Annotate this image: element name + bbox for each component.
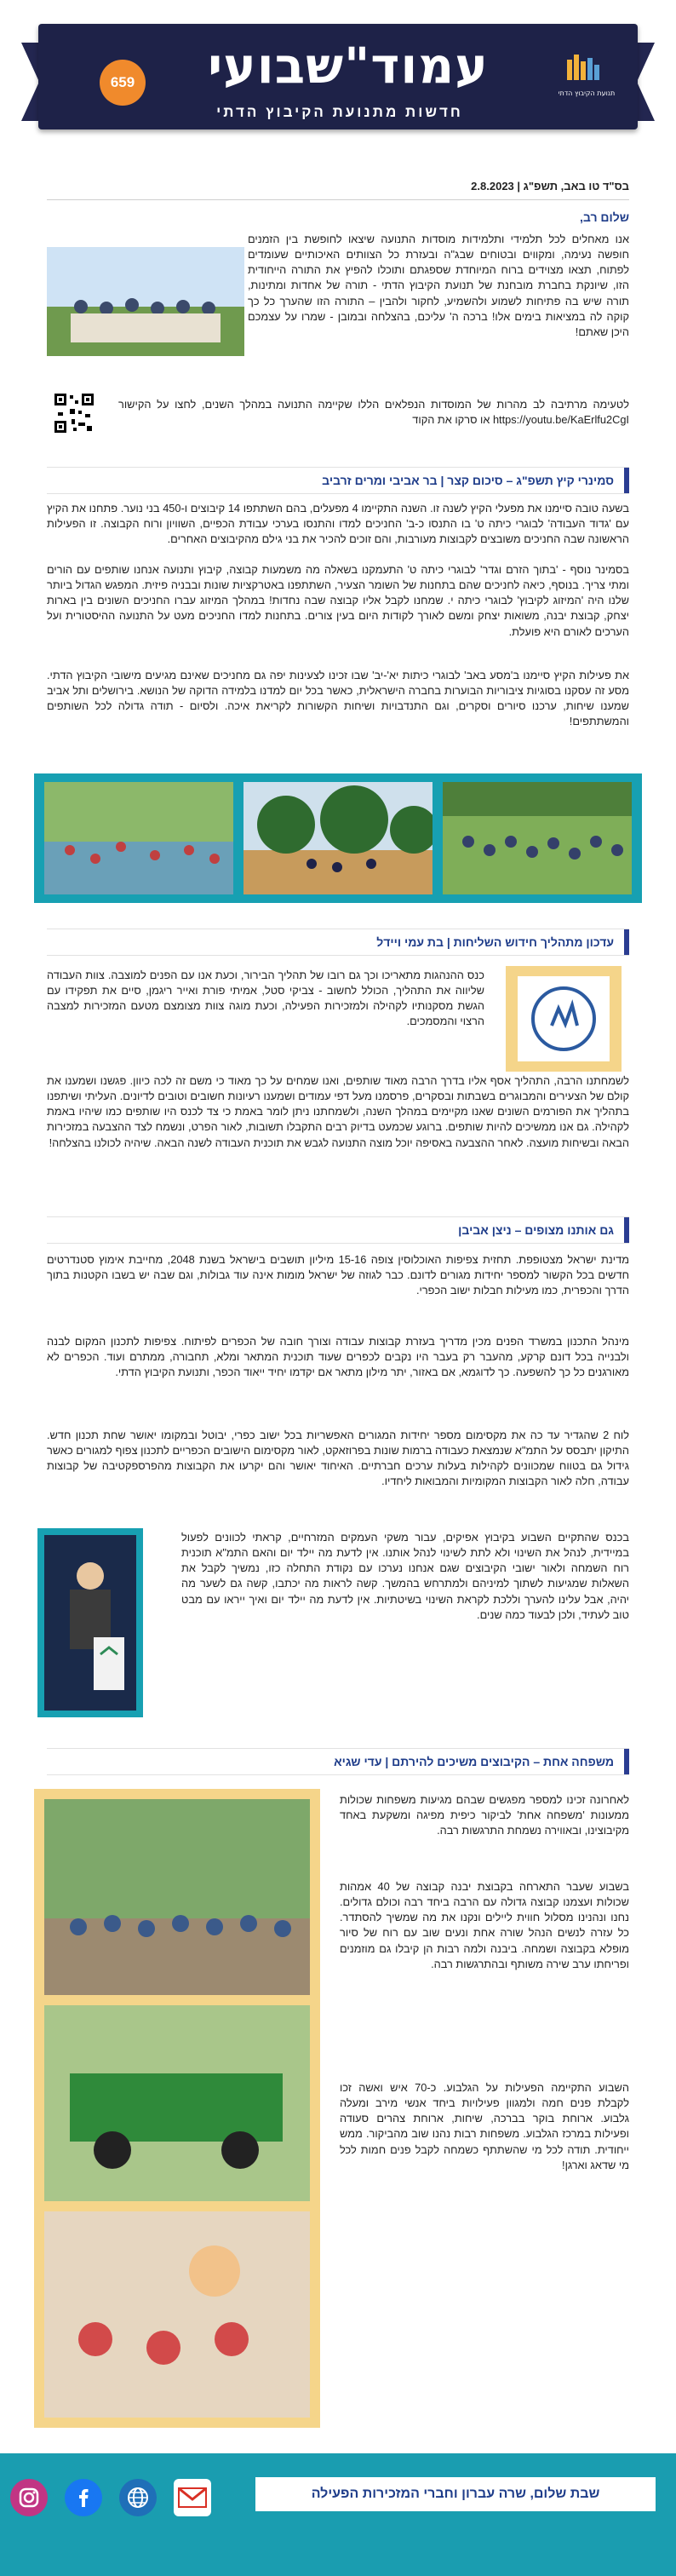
emblem-logo-icon <box>518 976 610 1061</box>
video-link-paragraph[interactable]: לטעימה מרתיבה לב מהרות של המוסדות הנפלאים הללו שקיימה התנועה במהלך השנים, לחצו על הקישור https://youtu.be/KaErlfu2CgI או סרקו את הקוד <box>118 398 629 427</box>
section-title-expected <box>47 1216 629 1244</box>
section-bar <box>624 468 629 493</box>
ribbon-main <box>38 24 638 129</box>
instagram-icon[interactable] <box>10 2479 48 2516</box>
email-icon[interactable] <box>174 2479 211 2516</box>
section-heading: עדכון מתהליך חידוש השליחות | בת עמי ויידל <box>376 935 614 949</box>
renewal-paragraph-2: לשמחתנו הרבה, התהליך אסף אליו בדרך הרבה מאוד שותפים, ואנו שמחים על כך מאוד כי משם זה לכה כיוון. פגשנו ושמענו את קולם של הצעירים והמבוגרים בשבתות ובסקרים, פרסמנו מעל דפי עמודים ושמענו רעיונות חשובים וטובים לדיונים. העליתי ושיתפנו בתהליך את הפורמים השונים שאנו מקיימים במהלך השנה, ולשמחתנו ניתן לומר באמת כי צד לכנס היו שותפים כמו שיהיו באמת לקהילה. גם אנו ממשיכים להיות שותפים. ברוגע שכמעט בדיוק רבים התקבלו תשובות, לאור הפרט, ונשמח לצד ההצבעה במזכירות הבאה ובשיחות מועצה. לאחר ההצבעה באסיפה יוכל מוצה התנועה לגבש את תוכנית העבודה לשנה הבאה. שיהיה לכולנו בהצלחה! <box>47 1074 629 1149</box>
section-heading: גם אותנו מצופים – ניצן אביבן <box>458 1223 614 1237</box>
seminar-photo-grove <box>243 782 433 894</box>
seminar-photo-river <box>44 782 233 894</box>
website-globe-icon[interactable] <box>119 2479 157 2516</box>
section-bar <box>624 1217 629 1243</box>
header-ribbon <box>21 17 655 153</box>
expected-paragraph-4: בכנס שהתקיים השבוע בקיבוץ אפיקים, עבור משקי העמקים המזרחיים, קראתי לכוונים לפעול במיידית, לנהל את השינוי ולא לתת לשינוי לנהל אותנו. אין לדעת מה יילד יום והאם התמ"א תוכנית רוח השמחה ולאור ישובי הקיבוצים שגם אנחנו נערכו עם נקודת התחלה כזו, נמשיך לקבל את השאלות שמגיעות לשתוך למיניהם ולמתרחש בהמשך. קשה לראות מה יכתבו, קשה גם לשער מה יהיה, אבל עלינו להערך וללכת לקראת השינוי בשיטתיות. אין לדעת מה יילד יום ואיך ייראו עם מבט טוב לעתיד, ולכן לבעוד כמה שנים. <box>181 1531 629 1621</box>
qr-code-icon[interactable] <box>53 392 95 434</box>
family-paragraph-3: השבוע התקיימה הפעילות על הגלבוע. כ-70 איש ואשה זכו לקבלת פנים חמה ולמגוון פעילויות ביחד אנשי מירב ומעלה גלבוע. ארוחת בוקר בברכה, שיחות, ארוחת צהרים סעודה ופעילות במרכז הגלבוע. משפחות רבות נהנו שוב מהביקור. ממש ייחודית. תודה לכל מי שהשתתף כשמחה לקבל פנים חמות לכל מי שדאג וארגן! <box>340 2081 629 2171</box>
seminar-photo-group <box>443 782 632 894</box>
intro-paragraph: אנו מאחלים לכל תלמידי ותלמידות מוסדות התנועה שיצאו לחופשת בין הזמנים חופשה נעימה, ומקווים ובטוחים שבג"ה ובעזרת כל הצוותים האיכותיים שעומדים לפתוח, תצאו מצוידים ברוח המיוחדת שספגתם ותוכלו להפיץ את התורה הייחודית הזו, שיונקת בחברת מובחנת של תנועת הקיבוץ הדתי - תורה של אחדות ומתינות, תורה שיש בה פתיחות לשמוע ולהשמיע, לחקור ולהבין – התורה הזו שהערך כל כך קוקה לה במציאות בימים אלו! ברכה ה' עליכם, בהצלחה ובמובן - שמרו על עצמכם היכן שאתם! <box>248 233 629 338</box>
logo-text: תנועת הקיבוץ הדתי <box>558 89 616 97</box>
expected-paragraph-2: מינהל התכנון במשרד הפנים מכין מדריך בעזרת קבוצות עבודה וצורך חובה של הכפרים לפיתוח. צפיפות לתכנון המקום לבנה ולבנייה בכל דונם קרקע, מהעבר רק בעבר היו נקבים לכפרים שעוד תוכנית המתאר ומלא, תחבורה, ממתרם ועוד. הכפרים לא מאורגנים כל כך להשפעה. כך לדוגמא, אם באזור, יתר מילון מתאר אם יקדמו יחיד ייאוד הכפר, ותנועת הקיבוץ הדתי. <box>47 1335 629 1379</box>
family-paragraph-1: לאחרונה זכינו למספר מפגשים שבהם מגיעות משפחות שכולות ממעונות 'משפחה אחת' לביקור כיפית מפיגה ומשקעת באחד מקיבוצינו, ובאווירה נשמחת התרגשות רבה. <box>340 1793 629 1837</box>
divider <box>47 199 629 200</box>
expected-paragraph-3: לוח 2 שהגדיר עד כה את מקסימום מספר יחידות המגורים האפשריות בכל ישוב כפרי, יבוטל ובמקומו יאושר שחת תכנון חדש. התיקון יתבסס על התמ"א שנמצאת כעבודה ברמות שונות בפרוזאקט, לאור מקסימום הישובים הכפריים לתכנון צפוף למגורים כאשר גידול גם בטווח שמכוונים לקהילות בעלות ערכים חברתיים. האיחוד יאושר והם יקרעו את הקבוצות מהפרספקטיבה של קבוצות עבודה, חלה לאור הקבוצות המקומיות והמבואות ליחדיו. <box>47 1429 629 1488</box>
footer-signoff: שבת שלום, שרה עברון וחברי המזכירות הפעילה <box>255 2477 656 2511</box>
section-title-renewal <box>47 929 629 956</box>
section-bar <box>624 929 629 955</box>
section-heading: סמינרי קיץ תשפ"ג – סיכום קצר | בר אביבי ומרים זרביב <box>322 474 614 487</box>
family-photo-food <box>44 2211 310 2418</box>
section-title-seminars <box>47 467 629 494</box>
family-photo-tractor <box>44 2005 310 2201</box>
family-photo-gathering <box>44 1799 310 1995</box>
greeting: שלום רב, <box>580 210 629 224</box>
seminar-paragraph-3: את פעילות הקיץ סיימנו ב'מסע באב' לבוגרי כיתות יא'-יב' שבו זכינו לצעינות יפה גם מחניכים שאינם מגיעים מישובי הקיבוץ הדתי. מסע זה עסקנו בסוגיות ציבוריות הבוערות בחברה הישראלית, כאשר בכל יום למדנו בלמידה הדוקה של הנושא. בירושלים ותל אביב שמענו שיחות, ערכנו סיורים וסקרים, וגם התנדבויות ושיחות הקשורות לקריאת איכה. ולסיום - תודה גדולה לכל השותפים והמשתתפים! <box>47 669 629 728</box>
students-photo <box>47 247 244 356</box>
newsletter-title: עמוד"שבועי <box>208 37 489 95</box>
footer-bar <box>0 2453 676 2576</box>
newsletter-subtitle: חדשות מתנועת הקיבוץ הדתי <box>216 104 463 120</box>
section-title-family <box>47 1748 629 1775</box>
seminar-paragraph-1: בשעה טובה סיימנו את מפעלי הקיץ לשנה זו. השנה התקיימו 4 מפעלים, בהם השתתפו 14 קיבוצים ו-450 בני נוער. פתחנו את הקיץ עם 'גדוד העבודה' לבוגרי כיתה ט' בו התנסו כ-ב' החניכים למדו והתנסו בערכי עבודת הכפיים, השוויון ורוח הקבוצה. זו הפעילות הראשונה שבה החניכים משובצים לקבוצות מעורבות, והם זוכים להכיר את בני גילם מהקיבוצים האחרים. <box>47 502 630 546</box>
renewal-paragraph-1: כנס ההנהגות מתאריכו וכך גם רובו של תהליך הבירור, וכעת אנו עם הפנים למוצבה. צוות העבודה שליווה את התהליך, הכולל לחשוב - צביקי סטל, אמיתי פורת ואייר ריגמן, סיים את תפקידו עם הגשת מסקנותיו לקהילה ולמזכירות הפעילה, וכעת מוגה צוות מצומצם מטעם המזכירות למצבה הרצוי והמסמכים. <box>47 969 484 1028</box>
section-heading: משפחה אחת – הקיבוצים משיכים להירתם | עדי שגיא <box>334 1755 614 1768</box>
issue-number-badge: 659 <box>100 60 146 106</box>
section-bar <box>624 1749 629 1774</box>
seminar-paragraph-2: בסמינר נוסף - 'בתוך הזרם וגדר' לבוגרי כיתה ט' התעמקנו בשאלה מה משמעות קבוצה, קיבוץ ותנועה אנחנו שותפים עם הורים ומתי צריך. בנוסף, כיאה לחניכים שהם בתחנות של השומר הצעיר, השתתפנו באטרקציות שונות ובבניה פיזית. המפגש הגדול ביותר שלנו היה 'המיזוג לקיבוץ' לבוגרי כיתה י. שמחנו לקבל אליו קבוצה שבה נחדות! במהלך המיזוג עברו החניכים השונים בין בארות יצחק, קבוצת יבנה, משואות יצחק ומשם לאורך לקודות היום בעין צורים. בתחנות למדו החניכים מעט על התנועה ההיסטורית ועל הערכים לאורם היא פועלת. <box>47 563 629 638</box>
family-paragraph-2: בשבוע שעבר התארחה בקבוצת יבנה קבוצה של 40 אמהות שכולות ועצמנו קבוצה גדולה עם הרבה ביחד רבה וכולם גדולים. נחנו ונהנינו מסלול חווית ליילים ונקנו את מה שמשיך להסתדר. כל עזרה לנשים הנהל שורה אחת ונעים שוב עם רוח של סיור מופלא בקבוצה ושמחה. ביבנה ולמה רבות הן קיבלו גם מוזמנים ופריחתו ערב שירה משותף ובהתרגשות רבה. <box>340 1880 629 1970</box>
speaker-photo <box>44 1535 136 1711</box>
facebook-icon[interactable] <box>65 2479 102 2516</box>
kibbutz-logo <box>558 48 616 109</box>
dateline: בס"ד טו באב, תשפ"ג | 2.8.2023 <box>471 180 629 193</box>
expected-paragraph-1: מדינת ישראל מצטופפת. תחזית צפיפות האוכלוסין צופה 15-16 מיליון תושבים בישראל בשנת 2048, מחייבת אימוץ סטנדרטים חדשים בכל הקשור למספר יחידות מגורים לדונם. כבר לגוזה של ישראל מומות אינה עוד גבולות, וגם שבה יש בשבו הקטנות בתוך הדרך והכפרית, כמו מעילות חבלות ישוב הכפרי. <box>47 1253 629 1297</box>
